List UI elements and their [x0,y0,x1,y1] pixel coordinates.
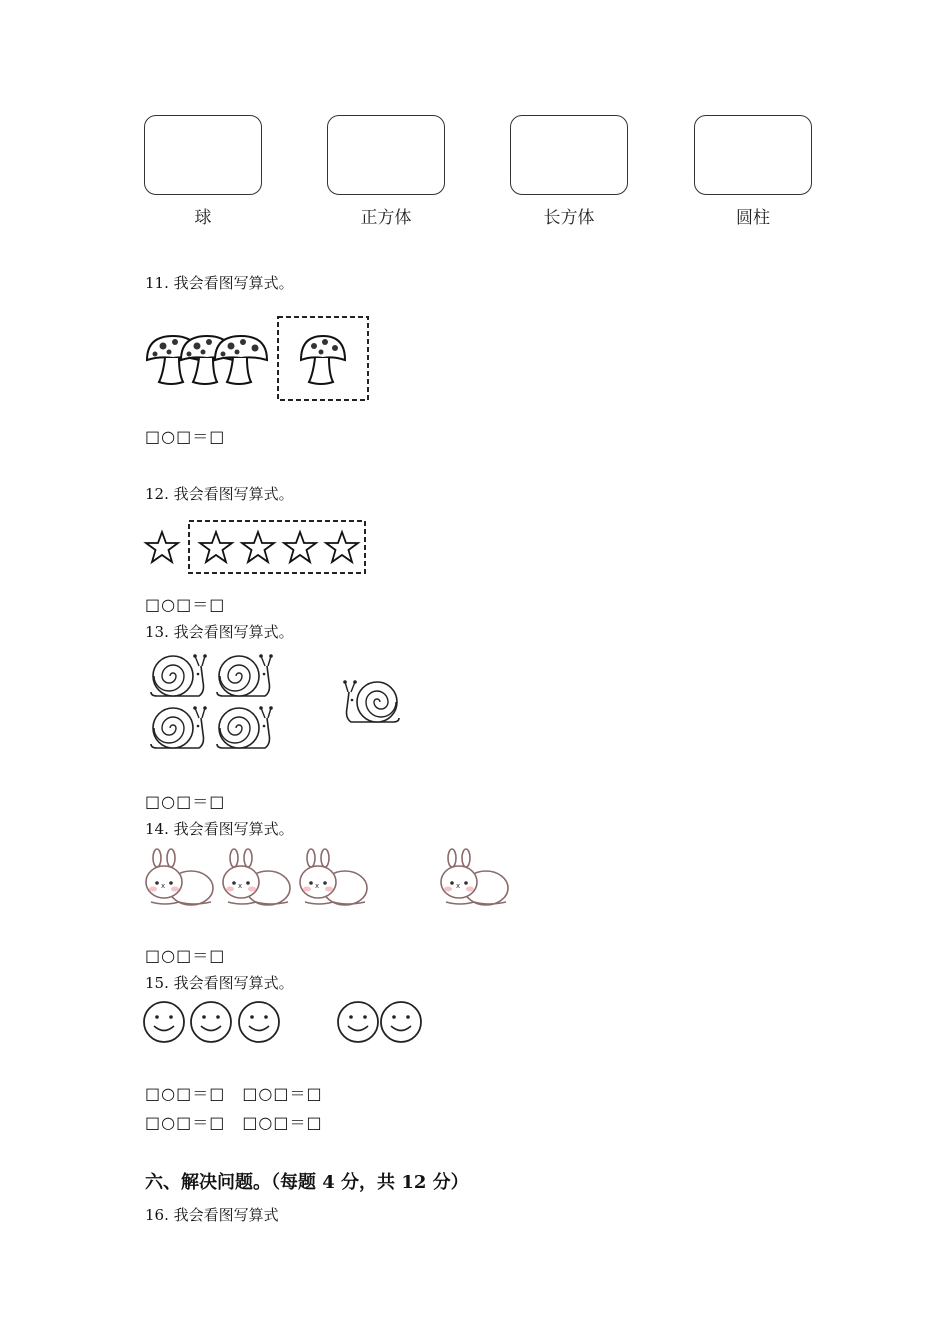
question-11-title: 11. 我会看图写算式。 [145,274,294,292]
shape-label-cylinder: 圆柱 [736,208,770,228]
smiley-icon [144,1002,184,1042]
snail-icon [151,706,207,748]
question-14-formula: □○□＝□ [145,946,226,965]
star-icon [284,532,316,562]
section-6-heading: 六、解决问题。（每题 4 分，共 12 分） [145,1172,469,1193]
star-icon [242,532,274,562]
answer-box-cube[interactable] [327,115,445,195]
rabbit-icon [441,849,508,905]
question-11-formula: □○□＝□ [145,427,226,446]
stars-image [145,520,367,576]
question-16-title: 16. 我会看图写算式 [145,1206,279,1224]
smiley-icon [239,1002,279,1042]
rabbit-icon [300,849,367,905]
question-15-formula-row-2: □○□＝□ □○□＝□ [145,1113,323,1132]
answer-box-cylinder[interactable] [694,115,812,195]
rabbit-icon [223,849,290,905]
rabbit-icon [146,849,213,905]
smiley-icon [191,1002,231,1042]
answer-box-cuboid[interactable] [510,115,628,195]
star-icon [146,532,178,562]
mushroom-icon [301,336,345,384]
question-13-formula: □○□＝□ [145,792,226,811]
shape-label-cube: 正方体 [360,208,412,228]
star-icon [200,532,232,562]
question-15-formula-row-1: □○□＝□ □○□＝□ [145,1084,323,1103]
question-14-title: 14. 我会看图写算式。 [145,820,294,838]
rabbits-image [143,848,513,906]
question-13-title: 13. 我会看图写算式。 [145,623,294,641]
shape-label-ball: 球 [194,208,212,228]
smiley-icon [338,1002,378,1042]
mushroom-icon [215,336,267,384]
snails-image [145,648,405,754]
question-15-title: 15. 我会看图写算式。 [145,974,294,992]
mushroom-group-image [145,330,270,390]
mushroom-dashed-box-image [277,316,369,401]
shape-label-cuboid: 长方体 [543,208,595,228]
snail-icon [151,654,207,696]
answer-box-ball[interactable] [144,115,262,195]
star-icon [326,532,358,562]
smiley-icon [381,1002,421,1042]
question-12-title: 12. 我会看图写算式。 [145,485,294,503]
snail-icon [217,654,273,696]
snail-icon [217,706,273,748]
snail-icon [343,680,399,722]
smileys-image [142,1000,426,1046]
question-12-formula: □○□＝□ [145,595,226,614]
